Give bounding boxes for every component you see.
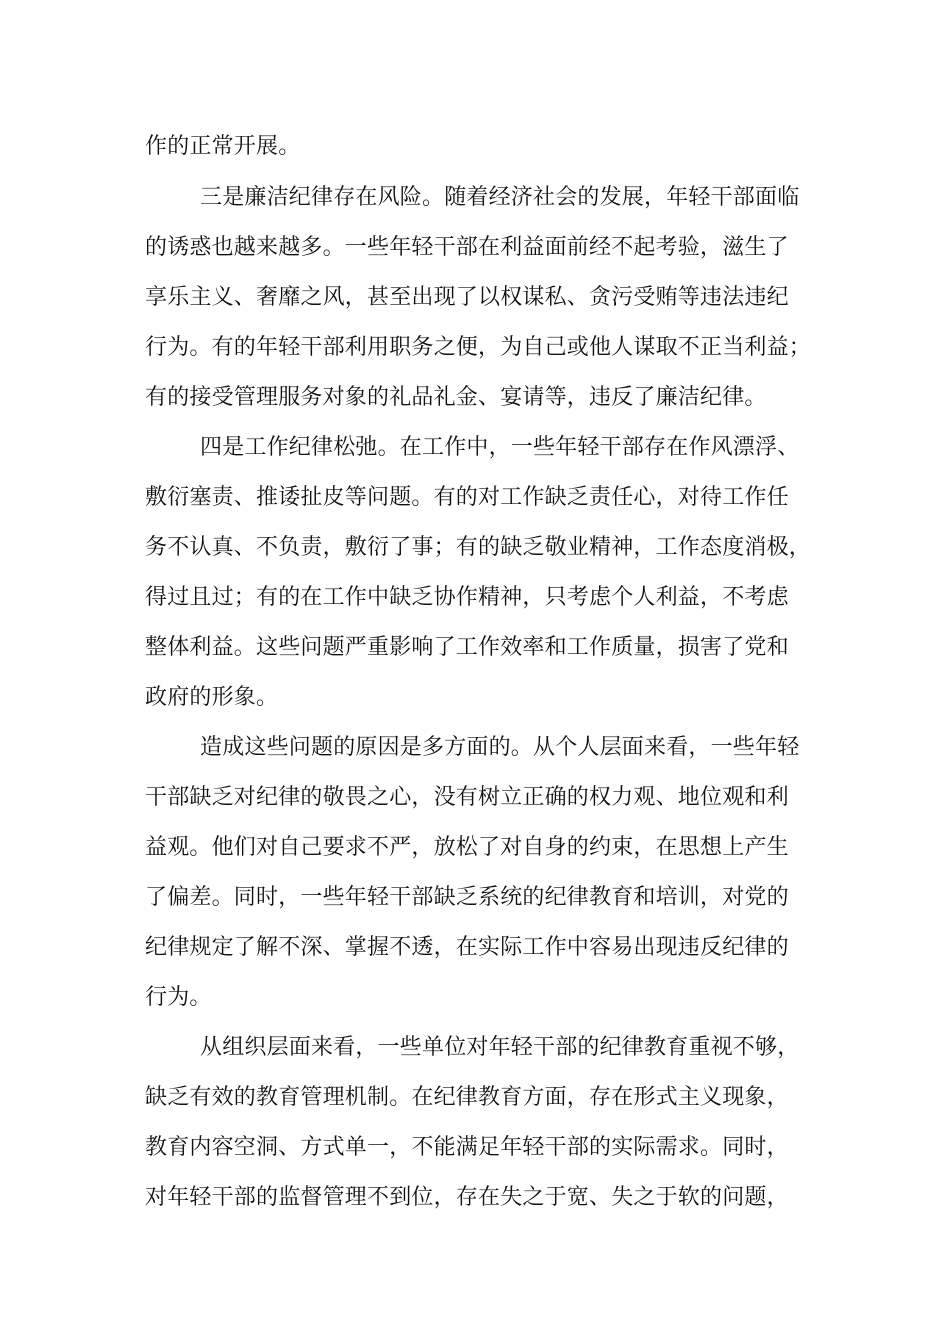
- text-line: 敷衍塞责、推诿扯皮等问题。有的对工作缺乏责任心，对待工作任: [145, 485, 789, 510]
- text-line: 享乐主义、奢靡之风，甚至出现了以权谋私、贪污受贿等违法违纪: [145, 285, 789, 310]
- text-line: 整体利益。这些问题严重影响了工作效率和工作质量，损害了党和: [145, 635, 789, 660]
- text-line: 干部缺乏对纪律的敬畏之心，没有树立正确的权力观、地位观和利: [145, 785, 789, 810]
- text-line: 对年轻干部的监督管理不到位，存在失之于宽、失之于软的问题，: [145, 1185, 789, 1210]
- text-line: 行为。: [145, 985, 212, 1010]
- paragraph-start-line: 造成这些问题的原因是多方面的。从个人层面来看，一些年轻: [200, 735, 800, 760]
- text-line: 务不认真、不负责，敷衍了事；有的缺乏敬业精神，工作态度消极，: [145, 535, 812, 560]
- text-line: 了偏差。同时，一些年轻干部缺乏系统的纪律教育和培训，对党的: [145, 885, 789, 910]
- text-line: 缺乏有效的教育管理机制。在纪律教育方面，存在形式主义现象，: [145, 1085, 789, 1110]
- paragraph-start-line: 从组织层面来看，一些单位对年轻干部的纪律教育重视不够，: [200, 1035, 800, 1060]
- text-line: 纪律规定了解不深、掌握不透，在实际工作中容易出现违反纪律的: [145, 935, 789, 960]
- text-line: 作的正常开展。: [145, 134, 301, 159]
- paragraph-start-line: 三是廉洁纪律存在风险。随着经济社会的发展，年轻干部面临: [200, 185, 800, 210]
- text-line: 政府的形象。: [145, 685, 279, 710]
- text-line: 的诱惑也越来越多。一些年轻干部在利益面前经不起考验，滋生了: [145, 235, 789, 260]
- text-line: 有的接受管理服务对象的礼品礼金、宴请等，违反了廉洁纪律。: [145, 385, 767, 410]
- text-line: 行为。有的年轻干部利用职务之便，为自己或他人谋取不正当利益；: [145, 335, 812, 360]
- text-line: 教育内容空洞、方式单一，不能满足年轻干部的实际需求。同时，: [145, 1135, 789, 1160]
- text-line: 得过且过；有的在工作中缺乏协作精神，只考虑个人利益，不考虑: [145, 585, 789, 610]
- text-line: 益观。他们对自己要求不严，放松了对自身的约束，在思想上产生: [145, 835, 789, 860]
- paragraph-start-line: 四是工作纪律松弛。在工作中，一些年轻干部存在作风漂浮、: [200, 435, 800, 460]
